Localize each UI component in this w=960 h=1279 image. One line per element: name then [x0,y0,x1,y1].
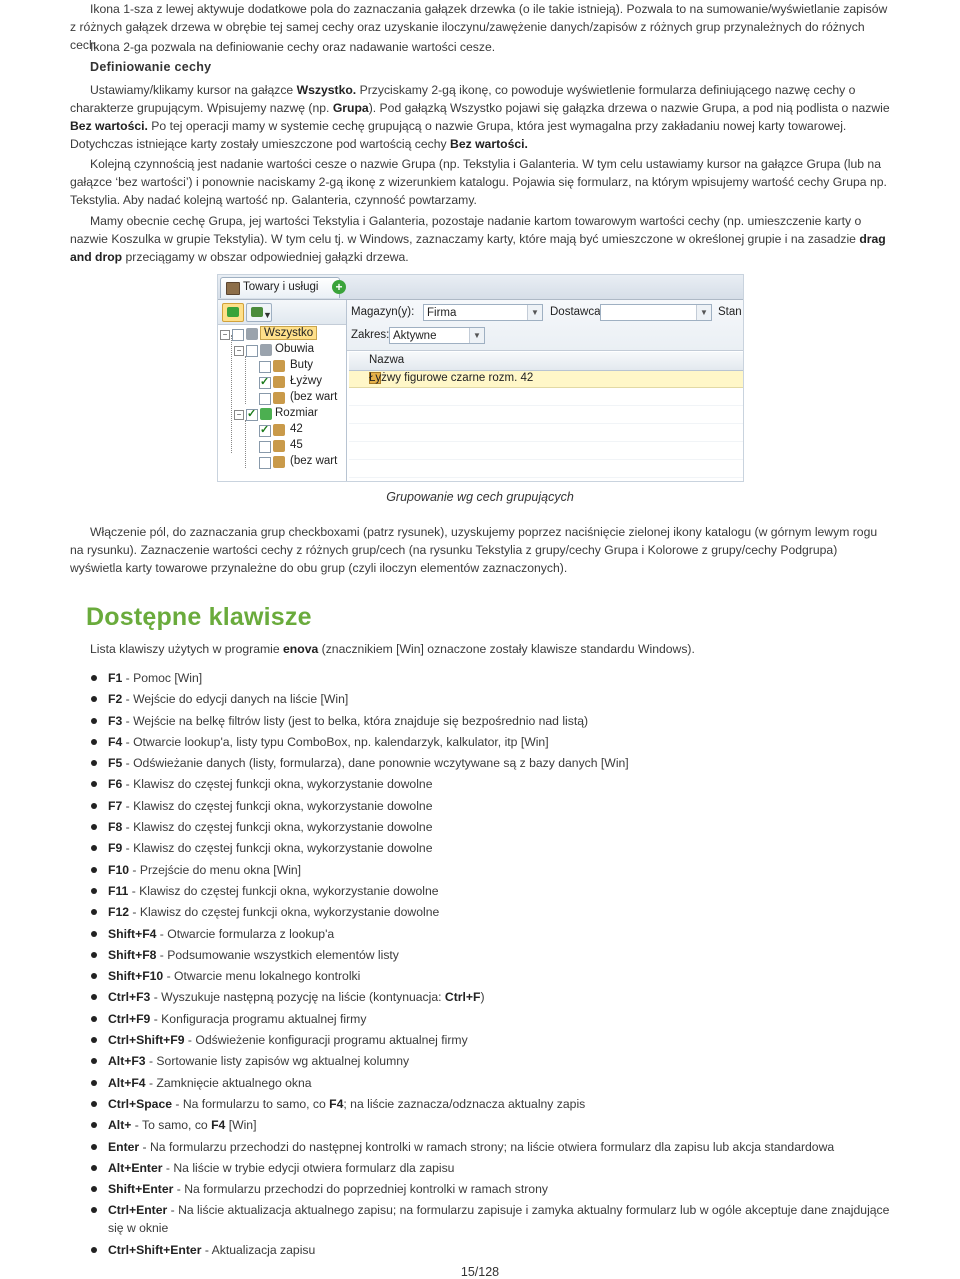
key-name: Alt+Enter [108,1160,163,1175]
checkbox-mode-button[interactable] [222,303,244,322]
key-list-item [90,733,890,751]
key-name: Alt+F4 [108,1075,146,1090]
key-list-item [90,818,890,836]
tree-checkbox-checked[interactable] [259,377,271,389]
tree-checkbox[interactable] [259,393,271,405]
table-row[interactable] [349,371,743,388]
tree-label: (bez wart [290,391,338,403]
bold-text: Wszystko. [296,83,357,97]
row-name: Łyżwy figurowe czarne rozm. 42 [369,372,534,384]
key-description: - Przejście do menu okna [Win] [129,862,302,877]
text: Lista klawiszy użytych w programie [90,642,284,656]
dropdown-arrow-icon[interactable]: ▼ [696,305,711,320]
key-description: - Otwarcie lookup'a, listy typu ComboBox, np. kalendarzyk, kalkulator, itp [Win] [122,734,549,749]
zakres-label: Zakres: [351,329,390,341]
key-name: Alt+F3 [108,1054,146,1069]
key-list-item [90,1159,890,1177]
bold-text: Grupa [332,101,369,115]
paragraph-checkboxes [70,523,890,577]
tab-towary-i-uslugi[interactable] [220,277,340,298]
tree-label: Obuwia [275,343,314,355]
key-description: - To samo, co [131,1118,212,1133]
folder-icon [273,360,285,372]
key-list-item [90,1180,890,1198]
dropdown-arrow-icon[interactable]: ▼ [527,305,542,320]
tree-checkbox-checked[interactable] [246,409,258,421]
key-name: F5 [108,756,123,771]
feature-icon [260,344,272,356]
key-description: - Klawisz do częstej funkcji okna, wykorzystanie dowolne [122,820,433,835]
heading-dostepne-klawisze: Dostępne klawisze [86,603,312,631]
stan-label: Stan [718,306,742,318]
key-description: - Odświeżanie danych (listy, formularza), dane ponownie wczytywane są z bazy danych [Win] [122,756,629,771]
tree-checkbox[interactable] [259,457,271,469]
green-folder-icon [227,307,239,317]
paragraph-feature-values [70,155,890,209]
key-list-item [90,1031,890,1049]
text: (znacznikiem [Win] oznaczone zostały klawisze standardu Windows). [318,642,695,656]
key-name: Ctrl+Enter [108,1203,168,1218]
key-description: - Zamknięcie aktualnego okna [145,1075,312,1090]
key-description: - Wejście na belkę filtrów listy (jest to belka, która znajduje się bezpośrednio nad listą) [122,713,589,728]
text: Przyciskamy 2-gą ikonę, co powoduje wyświetlenie formularza definiującego nazwę cechy o charakterze grupującym. Wpisujemy nazwę (np. [70,83,856,115]
key-description: [Win] [225,1118,257,1133]
tree-label: Rozmiar [275,407,318,419]
key-list-item [90,988,890,1006]
folder-icon [246,328,258,340]
define-feature-button[interactable] [246,303,272,322]
key-description: - Klawisz do częstej funkcji okna, wykorzystanie dowolne [122,798,433,813]
tree-checkbox[interactable] [246,345,258,357]
collapse-icon[interactable]: − [234,346,244,356]
list-panel [347,300,743,481]
key-description: - Konfiguracja programu aktualnej firmy [150,1011,367,1026]
paragraph-icon2: Ikona 2-ga pozwala na definiowanie cechy oraz nadawanie wartości cesze. [90,40,496,54]
tree-label: Wszystko [260,326,317,340]
text: Po tej operacji mamy w systemie cechę grupującą o nazwie Grupa, która jest wymagalna przy zakładaniu nowej karty towarowej. Dotychczas istniejące karty zostały umieszczone pod wartością cechy [70,119,847,151]
key-name: Alt+ [108,1118,132,1133]
collapse-icon[interactable]: − [220,330,230,340]
key-description: - Klawisz do częstej funkcji okna, wykorzystanie dowolne [122,777,433,792]
key-name: F4 [329,1096,344,1111]
key-description: - Na formularzu przechodzi do poprzedniej kontrolki w ramach strony [173,1182,548,1197]
key-list-item [90,775,890,793]
key-description: - Klawisz do częstej funkcji okna, wykorzystanie dowolne [129,905,440,920]
key-description: - Na liście w trybie edycji otwiera formularz dla zapisu [162,1160,455,1175]
key-name: F2 [108,692,123,707]
magazyn-value: Firma [427,307,457,319]
key-list-item [90,690,890,708]
key-name: Enter [108,1139,140,1154]
key-description: - Na liście aktualizacja aktualnego zapisu; na formularzu zapisuje i zamyka aktualny formularz lub w ogóle akceptuje dane znajdujące się w oknie [108,1203,890,1236]
magazyn-label: Magazyn(y): [351,306,415,318]
key-name: Ctrl+Shift+Enter [108,1242,202,1257]
folder-icon [273,456,285,468]
key-name: Ctrl+F [444,990,481,1005]
tree-checkbox-checked[interactable] [259,425,271,437]
key-list-item [90,754,890,772]
key-name: Ctrl+F3 [108,990,151,1005]
folder-icon [273,424,285,436]
figure-caption: Grupowanie wg cech grupujących [386,490,574,504]
key-name: F10 [108,862,130,877]
key-list-item [90,1095,890,1113]
tree-checkbox[interactable] [259,441,271,453]
tree-label: (bez wart [290,455,338,467]
key-description: - Na formularzu to samo, co [172,1096,330,1111]
key-name: F4 [108,734,123,749]
catalog-icon [251,307,263,317]
folder-icon [273,392,285,404]
folder-icon [273,376,285,388]
key-description: - Klawisz do częstej funkcji okna, wykorzystanie dowolne [128,883,439,898]
key-list-item [90,712,890,730]
key-name: Shift+F8 [108,947,157,962]
key-description: - Na formularzu przechodzi do następnej kontrolki w ramach strony; na liście otwiera formularz dla zapisu lub akcja standardowa [139,1139,835,1154]
text: Ustawiamy/klikamy kursor na gałązce [90,83,297,97]
key-list-item [90,861,890,879]
tree-label: 45 [290,439,303,451]
key-name: F1 [108,671,123,685]
key-name: Shift+F4 [108,926,157,941]
key-name: F6 [108,777,123,792]
key-list-item [90,903,890,921]
paragraph-define-feature [70,81,890,153]
key-list-item [90,1074,890,1092]
dostawca-select[interactable] [600,304,712,321]
keys-intro [90,640,890,658]
key-list-item [90,925,890,943]
collapse-icon[interactable]: − [234,410,244,420]
tab-label: Towary i usługi [243,281,319,293]
key-description: ; na liście zaznacza/odznacza aktualny zapis [343,1096,586,1111]
key-list-item [90,946,890,964]
add-tab-icon[interactable]: + [332,280,346,294]
tree-line [245,356,246,404]
dropdown-arrow-icon: ▼ [263,310,272,320]
bold-text: Bez wartości. [70,119,148,133]
paragraph-drag-drop [70,212,890,266]
tree-checkbox[interactable] [232,329,244,341]
key-name: F3 [108,713,123,728]
key-description: - Odświeżenie konfiguracji programu aktualnej firmy [184,1033,468,1048]
key-description: - Klawisz do częstej funkcji okna, wykorzystanie dowolne [122,841,433,856]
key-description: - Podsumowanie wszystkich elementów listy [156,947,399,962]
tab-bar [218,275,743,300]
key-name: F8 [108,820,123,835]
key-list-item [90,1241,890,1259]
key-name: Shift+Enter [108,1182,174,1197]
column-header-nazwa[interactable] [349,352,743,371]
tree-label: Łyżwy [290,375,322,387]
key-list-item [90,797,890,815]
tree-line [231,335,232,453]
key-name: F12 [108,905,130,920]
bold-text: drag and drop [70,232,886,264]
tree-panel [218,300,347,481]
key-name: Ctrl+Space [108,1096,173,1111]
key-description: ) [480,990,485,1005]
keys-list [90,669,890,1262]
key-list-item [90,839,890,857]
text: przeciągamy w obszar odpowiedniej gałązki drzewa. [122,250,409,264]
tree-line [245,420,246,468]
zakres-select[interactable] [389,327,485,344]
screenshot-figure [217,274,744,482]
text: Kolejną czynnością jest nadanie wartości cesze o nazwie Grupa (np. Tekstylia i Galanteria. W tym celu ustawiamy kursor na gałązce Grupa (lub na gałązce ‘bez wartości’) i ponownie naciskamy 2-gą ikonę z wizerunkiem katalogu. Pojawia się formularz, na którym wpisujemy wartość cechy Grupa np. Tekstylia. Aby nadać kolejną wartość np. Galanteria, czynność powtarzamy. [70,157,887,207]
tree-toolbar [218,300,346,325]
tree-label: Buty [290,359,314,371]
dostawca-label: Dostawca [550,306,601,318]
empty-rows [349,388,743,481]
key-list-item [90,967,890,985]
filter-bar [347,300,743,351]
key-name: F11 [108,883,129,898]
bold-text: enova [283,642,319,656]
section-heading: Definiowanie cechy [90,60,212,74]
key-description: - Otwarcie formularza z lookup'a [156,926,335,941]
tree-label: 42 [290,423,303,435]
column-header-label: Nazwa [369,354,405,366]
paragraph-icon1-text: Ikona 1-sza z lewej aktywuje dodatkowe pola do zaznaczania gałązek drzewka (o ile takie istnieją). Pozwala to na sumowanie/wyświetlanie zapisów z różnych gałązek drzewa w obrębie tej samej cechy oraz uzyskanie iloczynu/zawężenie danych/zapisów z różnych grup przynależnych do różnych cech. [70,2,888,52]
key-name: Shift+F10 [108,969,164,984]
key-description: - Wyszukuje następną pozycję na liście (kontynuacja: [150,990,445,1005]
box-icon [226,282,240,295]
key-description: - Sortowanie listy zapisów wg aktualnej kolumny [145,1054,410,1069]
key-list-item [90,1138,890,1156]
bold-text: Bez wartości. [450,137,528,151]
key-description: - Aktualizacja zapisu [201,1242,316,1257]
key-name: F4 [211,1118,226,1133]
key-list-item [90,669,890,687]
key-list-item [90,1201,890,1237]
feature-icon [260,408,272,420]
tree-checkbox[interactable] [259,361,271,373]
key-name: Ctrl+Shift+F9 [108,1033,185,1048]
key-list-item [90,1052,890,1070]
key-name: Ctrl+F9 [108,1011,151,1026]
key-description: - Wejście do edycji danych na liście [Win] [122,692,349,707]
key-list-item [90,882,890,900]
magazyn-select[interactable] [423,304,543,321]
text: Mamy obecnie cechę Grupa, jej wartości Tekstylia i Galanteria, pozostaje nadanie kartom towarowym wartości cechy (np. umieszczenie karty o nazwie Koszulka w grupie Tekstylia). W tym celu tj. w Windows, zaznaczamy karty, które mają być umieszczone w określonej grupie i na zasadzie [70,214,862,246]
folder-icon [273,440,285,452]
zakres-value: Aktywne [393,330,437,342]
text: ). Pod gałązką Wszystko pojawi się gałązka drzewa o nazwie Grupa, a pod nią podlista o nazwie [368,101,890,115]
text: Włączenie pól, do zaznaczania grup checkboxami (patrz rysunek), uzyskujemy poprzez naciśnięcie zielonej ikony katalogu (w górnym lewym rogu na rysunku). Zaznaczenie wartości cechy z różnych grup/cech (na rysunku Tekstylia z grupy/cechy Grupa i Kolorowe z grupy/cechy Podgrupa) wyświetla karty towarowe przynależne do obu grup (czyli iloczyn elementów zaznaczonych). [70,525,878,575]
page-number: 15/128 [460,1265,500,1279]
dropdown-arrow-icon[interactable]: ▼ [469,328,484,343]
key-description: - Otwarcie menu lokalnego kontrolki [163,969,361,984]
key-list-item [90,1010,890,1028]
key-name: F7 [108,798,123,813]
key-list-item [90,1116,890,1134]
key-description: - Pomoc [Win] [122,671,203,685]
key-name: F9 [108,841,123,856]
